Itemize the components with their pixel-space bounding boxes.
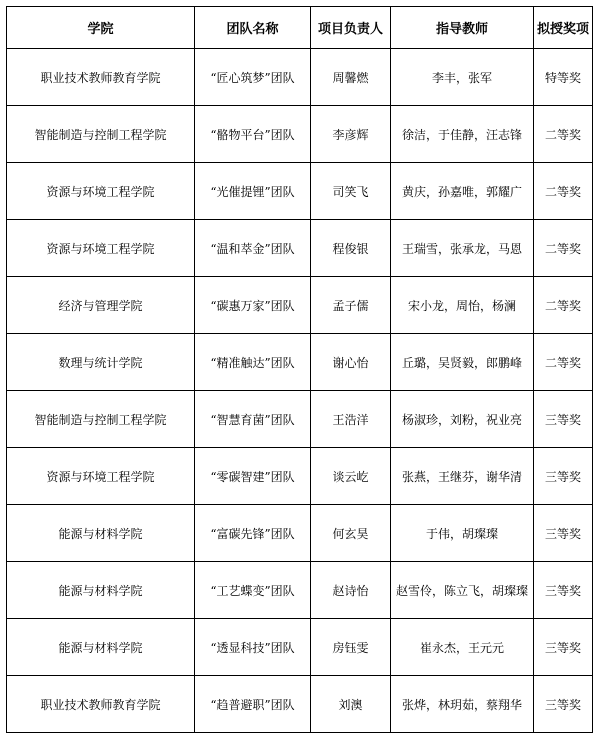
cell-project-leader: 周馨燃 (311, 49, 391, 106)
cell-advisors: 李丰，张军 (391, 49, 534, 106)
cell-team-name: “富碳先锋”团队 (195, 505, 311, 562)
cell-advisors: 张烨，林玥茹，蔡翔华 (391, 676, 534, 733)
cell-team-name: “趋普避职”团队 (195, 676, 311, 733)
cell-college: 能源与材料学院 (7, 505, 195, 562)
cell-team-name: “零碳智建”团队 (195, 448, 311, 505)
table-header-row (7, 7, 593, 49)
cell-college: 资源与环境工程学院 (7, 448, 195, 505)
cell-college: 数理与统计学院 (7, 334, 195, 391)
cell-college: 职业技术教师教育学院 (7, 676, 195, 733)
cell-award: 二等奖 (534, 220, 593, 277)
cell-advisors: 王瑞雪，张承龙，马恩 (391, 220, 534, 277)
cell-college: 智能制造与控制工程学院 (7, 106, 195, 163)
cell-advisors: 宋小龙，周怡，杨澜 (391, 277, 534, 334)
cell-project-leader: 程俊银 (311, 220, 391, 277)
cell-award: 二等奖 (534, 163, 593, 220)
table-row (7, 49, 593, 106)
table-row (7, 106, 593, 163)
cell-award: 三等奖 (534, 448, 593, 505)
cell-team-name: “骼物平台”团队 (195, 106, 311, 163)
cell-award: 特等奖 (534, 49, 593, 106)
cell-advisors: 徐洁，于佳静，汪志锋 (391, 106, 534, 163)
cell-team-name: “温和萃金”团队 (195, 220, 311, 277)
cell-advisors: 杨淑珍，刘粉，祝业亮 (391, 391, 534, 448)
cell-advisors: 于伟，胡璨璨 (391, 505, 534, 562)
cell-team-name: “工艺蝶变”团队 (195, 562, 311, 619)
cell-advisors: 崔永杰，王元元 (391, 619, 534, 676)
table-row (7, 277, 593, 334)
table-row (7, 619, 593, 676)
table-row (7, 562, 593, 619)
cell-project-leader: 王浩洋 (311, 391, 391, 448)
cell-college: 经济与管理学院 (7, 277, 195, 334)
table-row (7, 391, 593, 448)
header-advisors: 指导教师 (391, 7, 534, 49)
cell-award: 三等奖 (534, 676, 593, 733)
table-row (7, 448, 593, 505)
cell-project-leader: 李彦辉 (311, 106, 391, 163)
table-body (7, 49, 593, 733)
cell-advisors: 张燕，王继芬，谢华清 (391, 448, 534, 505)
cell-college: 资源与环境工程学院 (7, 220, 195, 277)
header-project-leader: 项目负责人 (311, 7, 391, 49)
cell-project-leader: 谈云屹 (311, 448, 391, 505)
cell-team-name: “碳惠万家”团队 (195, 277, 311, 334)
cell-award: 二等奖 (534, 106, 593, 163)
cell-team-name: “智慧育菌”团队 (195, 391, 311, 448)
cell-project-leader: 谢心怡 (311, 334, 391, 391)
cell-team-name: “匠心筑梦”团队 (195, 49, 311, 106)
table-row (7, 163, 593, 220)
cell-award: 三等奖 (534, 391, 593, 448)
cell-advisors: 赵雪伶，陈立飞，胡璨璨 (391, 562, 534, 619)
cell-award: 三等奖 (534, 505, 593, 562)
cell-college: 能源与材料学院 (7, 562, 195, 619)
cell-project-leader: 何玄昊 (311, 505, 391, 562)
cell-team-name: “透显科技”团队 (195, 619, 311, 676)
cell-team-name: “光催提锂”团队 (195, 163, 311, 220)
cell-project-leader: 孟子儒 (311, 277, 391, 334)
cell-college: 资源与环境工程学院 (7, 163, 195, 220)
cell-college: 能源与材料学院 (7, 619, 195, 676)
cell-team-name: “精准触达”团队 (195, 334, 311, 391)
cell-project-leader: 司笑飞 (311, 163, 391, 220)
cell-award: 三等奖 (534, 562, 593, 619)
cell-project-leader: 赵诗怡 (311, 562, 391, 619)
table-row (7, 220, 593, 277)
cell-award: 三等奖 (534, 619, 593, 676)
cell-project-leader: 房钰雯 (311, 619, 391, 676)
cell-college: 智能制造与控制工程学院 (7, 391, 195, 448)
table-row (7, 334, 593, 391)
award-table (6, 6, 593, 733)
table-row (7, 505, 593, 562)
header-award: 拟授奖项 (534, 7, 593, 49)
cell-advisors: 丘璐，吴贤毅，郎鹏峰 (391, 334, 534, 391)
cell-college: 职业技术教师教育学院 (7, 49, 195, 106)
header-college: 学院 (7, 7, 195, 49)
cell-award: 二等奖 (534, 277, 593, 334)
cell-project-leader: 刘澳 (311, 676, 391, 733)
header-team-name: 团队名称 (195, 7, 311, 49)
cell-advisors: 黄庆，孙嘉唯，郭耀广 (391, 163, 534, 220)
cell-award: 二等奖 (534, 334, 593, 391)
table-row (7, 676, 593, 733)
